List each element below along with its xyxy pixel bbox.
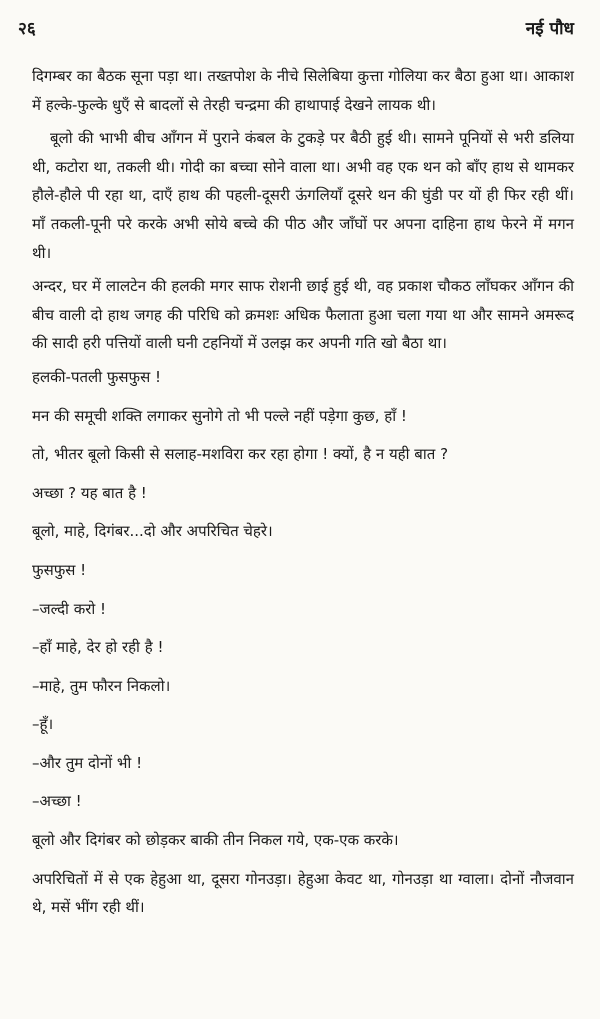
paragraph: अन्दर, घर में लालटेन की हलकी मगर साफ रोशनी छाई हुई थी, वह प्रकाश चौकठ लाँघकर आँगन की बीच वाली दो हाथ जगह की परिधि को क्रमशः अधिक फैलाता हुआ चला गया था और सामने अमरूद की सादी हरी पत्तियों वाली घनी टहनियों में उलझ कर अपनी गति खो बैठा था। bbox=[32, 277, 574, 353]
page-header bbox=[18, 16, 574, 38]
dialogue-line: बूलो और दिगंबर को छोड़कर बाकी तीन निकल गये, एक-एक करके। bbox=[32, 831, 399, 850]
running-title: नई पौध bbox=[525, 19, 574, 39]
paragraph: दिगम्बर का बैठक सूना पड़ा था। तख्तपोश के नीचे सिलेबिया कुत्ता गोलिया कर बैठा हुआ था। आकाश में हल्के-फुल्के धुएँ से बादलों से तेरही चन्द्रमा की हाथापाई देखने लायक थी। bbox=[32, 67, 574, 114]
dialogue-line: तो, भीतर बूलो किसी से सलाह-मशविरा कर रहा होगा ! क्यों, है न यही बात ? bbox=[32, 445, 449, 464]
page-body bbox=[32, 62, 574, 927]
closing-paragraph: अपरिचितों में से एक हेहुआ था, दूसरा गोनउड़ा। हेहुआ केवट था, गोनउड़ा था ग्वाला। दोनों नौजवान थे, मसें भींग रही थीं। bbox=[32, 869, 574, 917]
dialogue-line: –हाँ माहे, देर हो रही है ! bbox=[32, 638, 164, 657]
dialogue-line: –जल्दी करो ! bbox=[32, 599, 107, 618]
paragraph: बूलो की भाभी बीच आँगन में पुराने कंबल के टुकड़े पर बैठी हुई थी। सामने पूनियों से भरी डलिया थी, कटोरा था, तकली थी। गोदी का बच्चा सोने वाला था। अभी वह एक थन को बाँए हाथ से थामकर हौले-हौले पी रहा था, दाएँ हाथ की पहली-दूसरी ऊंगलियाँ दूसरे थन की घुंडी पर यों ही फिर रही थीं। माँ तकली-पूनी परे करके अभी सोये बच्चे की पीठ और जाँघों पर अपना दाहिना हाथ फेरने में मगन थी। bbox=[32, 129, 574, 262]
dialogue-line: बूलो, माहे, दिगंबर...दो और अपरिचित चेहरे। bbox=[32, 522, 273, 541]
page-number: २६ bbox=[18, 19, 36, 39]
dialogue-line: –हूँ। bbox=[32, 715, 54, 734]
dialogue-line: –और तुम दोनों भी ! bbox=[32, 753, 143, 772]
dialogue-line: –माहे, तुम फौरन निकलो। bbox=[32, 676, 171, 695]
dialogue-line: फुसफुस ! bbox=[32, 560, 87, 579]
dialogue-line: मन की समूची शक्ति लगाकर सुनोगे तो भी पल्ले नहीं पड़ेगा कुछ, हाँ ! bbox=[32, 406, 407, 425]
dialogue-line: –अच्छा ! bbox=[32, 792, 82, 811]
dialogue-line: हलकी-पतली फुसफुस ! bbox=[32, 367, 162, 386]
dialogue-line: अच्छा ? यह बात है ! bbox=[32, 483, 147, 502]
